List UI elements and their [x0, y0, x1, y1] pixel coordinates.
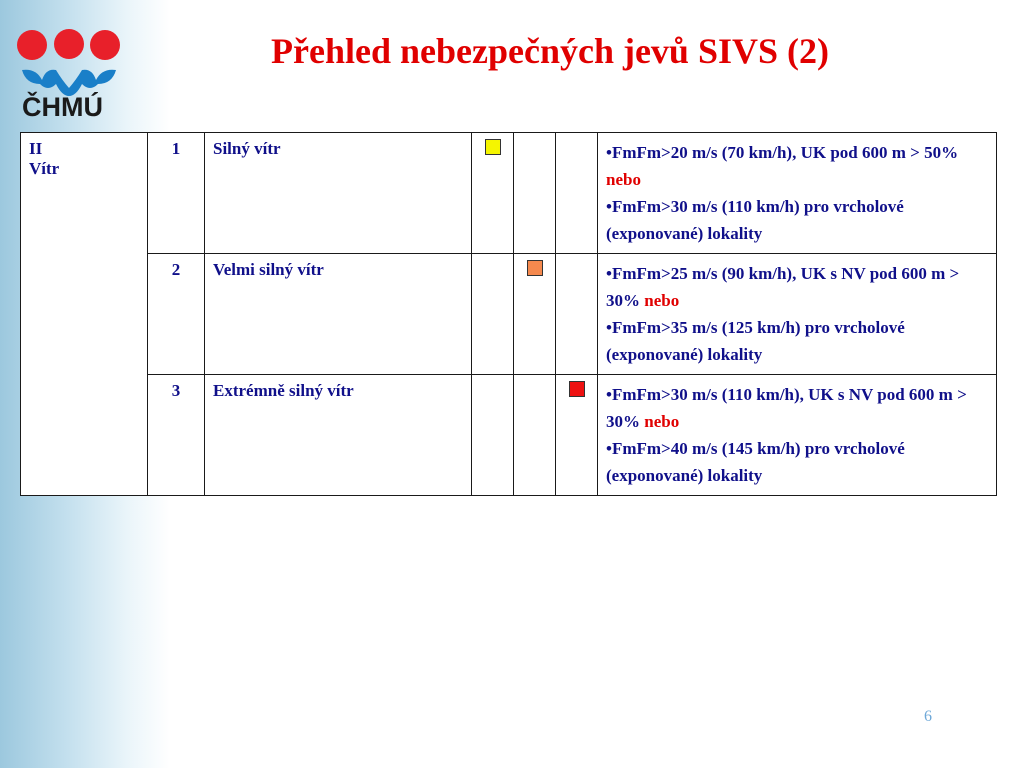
logo-text: ČHMÚ: [22, 92, 103, 122]
criteria-cell: [598, 254, 997, 375]
criterion: •FmFm>20 m/s (70 km/h), UK pod 600 m > 50% nebo: [606, 143, 959, 189]
or-keyword: nebo: [644, 412, 680, 431]
level-3-cell: [556, 375, 598, 496]
category-cell: [21, 133, 148, 496]
hazard-table: [20, 132, 997, 496]
level-1-cell: [472, 375, 514, 496]
row-number: 2: [148, 254, 205, 375]
hazard-name: Velmi silný vítr: [205, 254, 472, 375]
warning-level-square: [485, 139, 501, 155]
level-2-cell: [514, 133, 556, 254]
or-keyword: nebo: [606, 170, 641, 189]
criteria-cell: [598, 375, 997, 496]
table-row: [21, 254, 997, 375]
criterion: •FmFm>40 m/s (145 km/h) pro vrcholové (exponované) lokality: [606, 439, 905, 485]
criterion: •FmFm>30 m/s (110 km/h) pro vrcholové (exponované) lokality: [606, 197, 904, 243]
level-1-cell: [472, 254, 514, 375]
table-row: [21, 375, 997, 496]
row-number: 3: [148, 375, 205, 496]
level-2-cell: [514, 254, 556, 375]
criterion: •FmFm>35 m/s (125 km/h) pro vrcholové (exponované) lokality: [606, 318, 905, 364]
warning-level-square: [527, 260, 543, 276]
page-number: 6: [924, 708, 932, 725]
hazard-name: Extrémně silný vítr: [205, 375, 472, 496]
hazard-name: Silný vítr: [205, 133, 472, 254]
category-name: Vítr: [29, 159, 60, 178]
warning-level-square: [569, 381, 585, 397]
criterion: •FmFm>30 m/s (110 km/h), UK s NV pod 600 m > 30% nebo: [606, 385, 967, 431]
page-title: Přehled nebezpečných jevů SIVS (2): [271, 31, 829, 71]
table-row: [21, 133, 997, 254]
criterion: •FmFm>25 m/s (90 km/h), UK s NV pod 600 m > 30% nebo: [606, 264, 960, 310]
level-3-cell: [556, 254, 598, 375]
criteria-cell: [598, 133, 997, 254]
level-3-cell: [556, 133, 598, 254]
or-keyword: nebo: [644, 291, 680, 310]
row-number: 1: [148, 133, 205, 254]
category-code: II: [29, 139, 43, 158]
level-2-cell: [514, 375, 556, 496]
level-1-cell: [472, 133, 514, 254]
